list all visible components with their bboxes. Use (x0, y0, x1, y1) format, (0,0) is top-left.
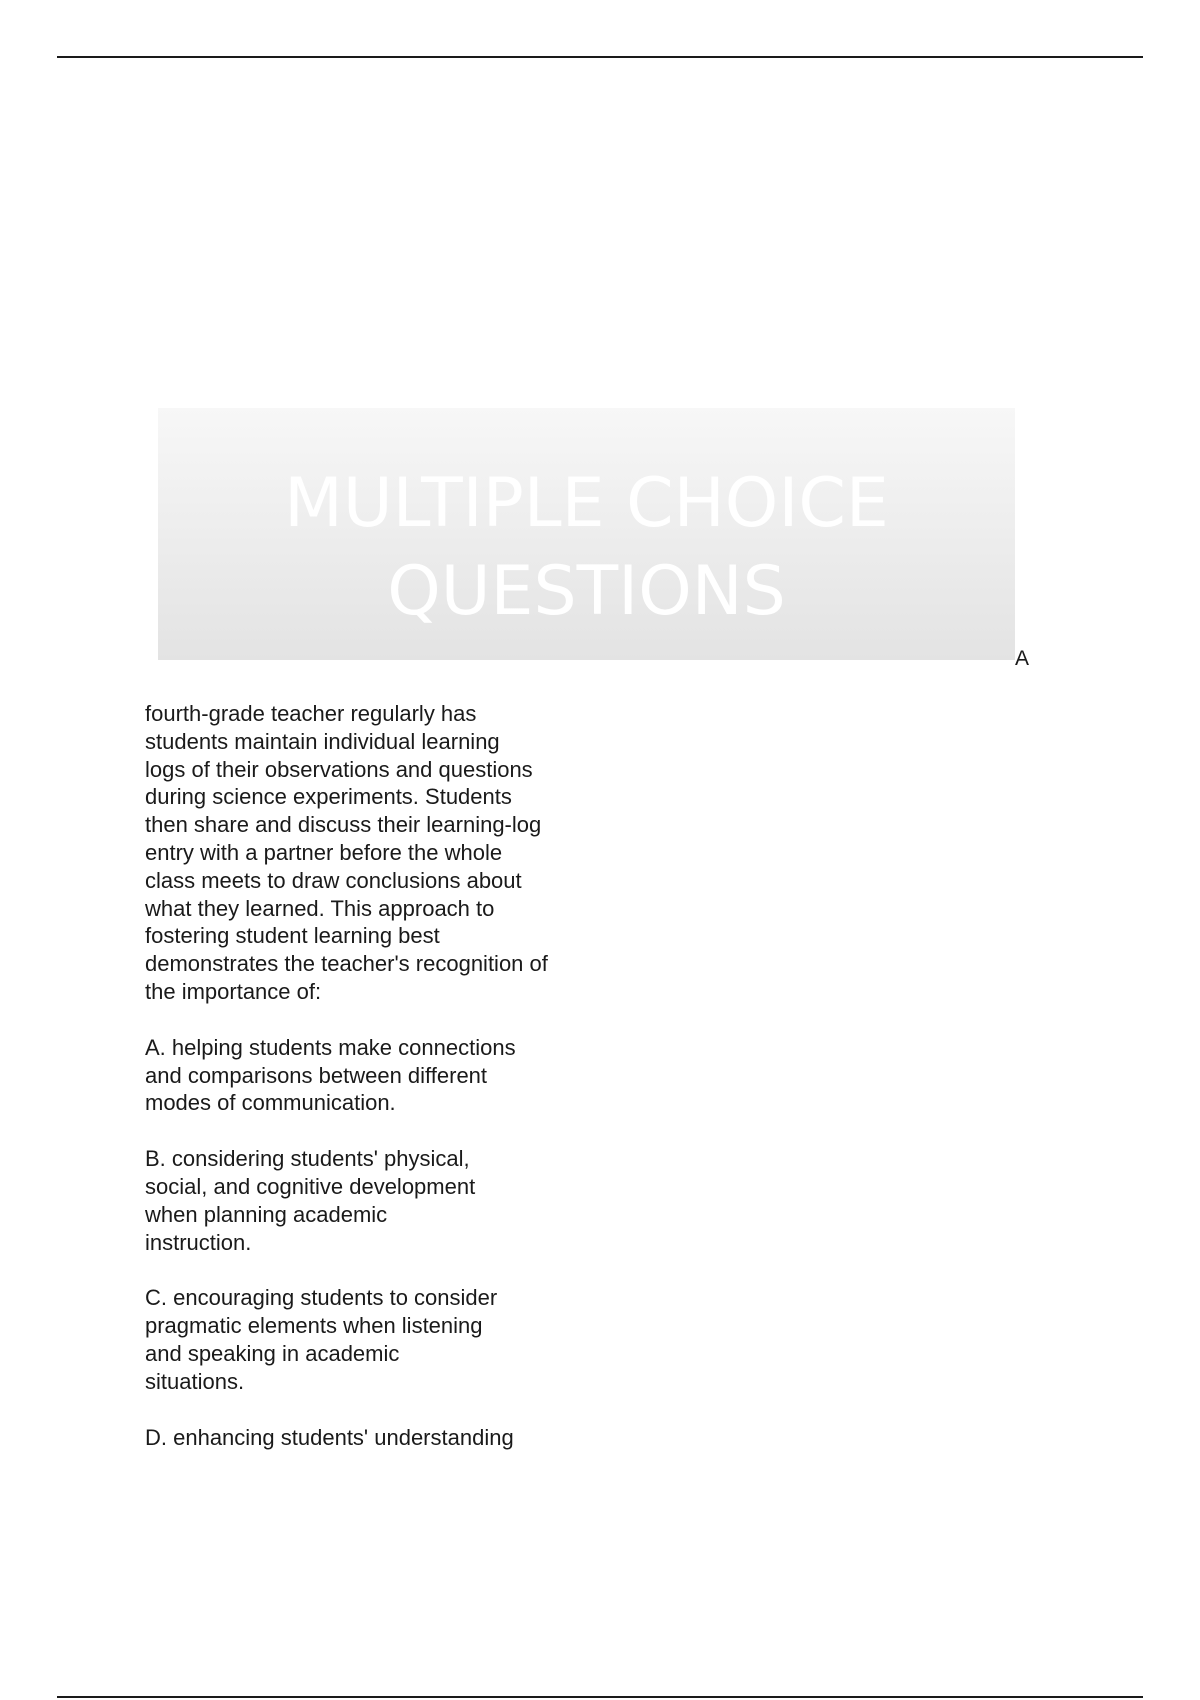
bottom-rule (57, 1696, 1143, 1698)
option-c: C. encouraging students to consider pragmatic elements when listening and speaking in academic situations. (145, 1285, 498, 1394)
title-banner (158, 408, 1015, 660)
option-d: D. enhancing students' understanding (145, 1424, 514, 1450)
question-block (145, 700, 615, 1479)
option-b: B. considering students' physical, social, and cognitive development when planning academic instruction. (145, 1146, 476, 1255)
banner-title: MULTIPLE CHOICE QUESTIONS (284, 464, 889, 631)
question-stem: fourth-grade teacher regularly has students maintain individual learning logs of their observations and questions during science experiments. Students then share and discuss their learning-log entry with a partner before the whole class meets to draw conclusions about what they learned. This approach to fostering student learning best demonstrates the teacher's recognition of the importance of: (145, 701, 548, 1004)
answer-letter: A (1015, 647, 1030, 670)
top-rule (57, 56, 1143, 58)
option-a: A. helping students make connections and comparisons between different modes of communication. (145, 1034, 516, 1116)
